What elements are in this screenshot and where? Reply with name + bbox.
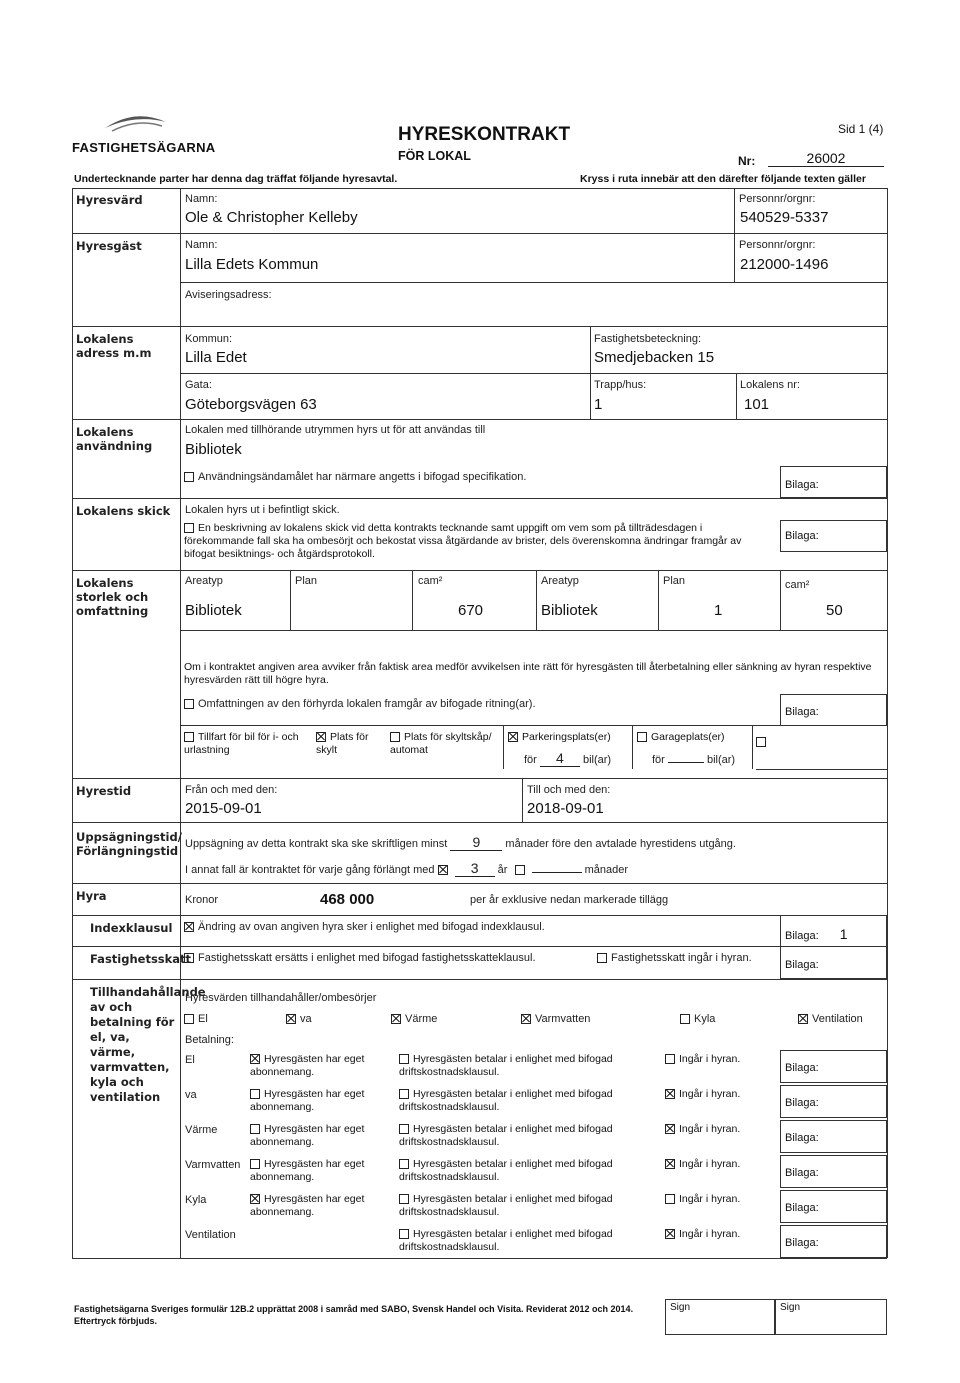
section-skick: Lokalens skick: [76, 504, 171, 518]
hyresgast-pnr-label: Personnr/orgnr:: [739, 239, 816, 251]
areatyp-label-2: Areatyp: [541, 575, 579, 587]
sign-box-1[interactable]: Sign: [665, 1299, 775, 1335]
skick-checkbox[interactable]: [184, 523, 194, 533]
parkering-antal[interactable]: 4: [540, 750, 580, 767]
fastighetsskatt-text2[interactable]: Fastighetsskatt ingår i hyran.: [597, 952, 752, 964]
row2-plan[interactable]: 1: [714, 602, 723, 619]
pay-el-own-checkbox[interactable]: [250, 1054, 260, 1064]
section-hyresgast: Hyresgäst: [76, 239, 142, 253]
uppsagning-row1: Uppsägning av detta kontrakt ska ske skriftligen minst 9 månader före den avtalade hyrestidens utgång.: [185, 834, 736, 850]
pay-el-drift[interactable]: Hyresgästen betalar i enlighet med bifogad driftskostnadsklausul.: [399, 1053, 613, 1078]
hyresvard-name-label: Namn:: [185, 193, 218, 205]
parkering-for: för 4 bil(ar): [524, 750, 612, 766]
kronor-value[interactable]: 468 000: [320, 891, 375, 908]
intro-left: Undertecknande parter har denna dag träffat följande hyresavtal.: [74, 173, 398, 185]
provide-va-checkbox[interactable]: [286, 1014, 296, 1024]
omfattning-checkbox[interactable]: [184, 699, 194, 709]
hyresgast-name[interactable]: Lilla Edets Kommun: [185, 256, 319, 273]
pay-varme-drift-checkbox[interactable]: [399, 1124, 409, 1134]
document-subtitle: FÖR LOKAL: [398, 149, 471, 163]
omfattning[interactable]: Omfattningen av den förhyrda lokalen framgår av bifogade ritning(ar).: [184, 698, 536, 710]
pay-label-ventilation: Ventilation: [185, 1229, 236, 1241]
pay-kyla-ingar[interactable]: Ingår i hyran.: [665, 1193, 740, 1206]
plats-skylt-checkbox[interactable]: [316, 732, 326, 742]
footer-text: [74, 1303, 633, 1327]
pay-varme-drift[interactable]: Hyresgästen betalar i enlighet med bifogad driftskostnadsklausul.: [399, 1123, 613, 1148]
footer-line-2: Eftertryck förbjuds.: [74, 1316, 158, 1326]
pay-kyla-ingar-checkbox[interactable]: [665, 1194, 675, 1204]
forlangning-years[interactable]: 3: [455, 860, 495, 877]
pay-ventilation-ingar[interactable]: Ingår i hyran.: [665, 1228, 740, 1241]
lokalnr-value[interactable]: 101: [744, 396, 770, 413]
pay-label-kyla: Kyla: [185, 1194, 207, 1206]
garage-for: för bil(ar): [652, 750, 735, 766]
pay-kyla-drift-checkbox[interactable]: [399, 1194, 409, 1204]
hyresvard-pnr-label: Personnr/orgnr:: [739, 193, 816, 205]
pay-el-drift-checkbox[interactable]: [399, 1054, 409, 1064]
pay-varmvatten-ingar-checkbox[interactable]: [665, 1159, 675, 1169]
avisering-label: Aviseringsadress:: [185, 289, 272, 301]
logo-swoosh-icon: [100, 104, 170, 134]
forlangning-months-checkbox[interactable]: [515, 865, 525, 875]
forlangning-months[interactable]: [532, 860, 582, 873]
pay-ventilation-drift-checkbox[interactable]: [399, 1229, 409, 1239]
provide-el-checkbox[interactable]: [184, 1014, 194, 1024]
uppsagning-months[interactable]: 9: [450, 834, 502, 851]
anvandning-specifikation[interactable]: Användningsändamålet har närmare angetts i bifogad specifikation.: [184, 471, 526, 483]
pay-el-bilaga[interactable]: Bilaga:: [780, 1050, 887, 1083]
anvandning-value[interactable]: Bibliotek: [185, 441, 242, 458]
fastighet-value[interactable]: Smedjebacken 15: [594, 349, 715, 366]
provide-el[interactable]: El: [184, 1013, 208, 1025]
pay-ventilation-drift[interactable]: Hyresgästen betalar i enlighet med bifogad driftskostnadsklausul.: [399, 1228, 613, 1253]
logo-text: FASTIGHETSÄGARNA: [72, 140, 216, 155]
tillfart[interactable]: Tillfart för bil för i- och urlastning: [184, 731, 299, 756]
tillhandahallande-intro: Hyresvärden tillhandahåller/ombesörjer: [185, 992, 377, 1004]
provide-varme-checkbox[interactable]: [391, 1014, 401, 1024]
kronor-label: Kronor: [185, 894, 219, 906]
garage-checkbox[interactable]: [637, 732, 647, 742]
hyrestid-from[interactable]: 2015-09-01: [185, 800, 262, 817]
pay-va-own-checkbox[interactable]: [250, 1089, 260, 1099]
row2-areatyp[interactable]: Bibliotek: [541, 602, 598, 619]
hyresvard-name[interactable]: Ole & Christopher Kelleby: [185, 209, 358, 226]
kommun-label: Kommun:: [185, 333, 233, 345]
pay-varme-ingar[interactable]: Ingår i hyran.: [665, 1123, 740, 1136]
extra-checkbox[interactable]: [756, 737, 766, 747]
garage-antal[interactable]: [668, 750, 704, 763]
row1-cam[interactable]: 670: [458, 602, 484, 619]
pay-va-drift-checkbox[interactable]: [399, 1089, 409, 1099]
hyrestid-to-label: Till och med den:: [527, 784, 611, 796]
pay-varmvatten-own-checkbox[interactable]: [250, 1159, 260, 1169]
hyrestid-from-label: Från och med den:: [185, 784, 278, 796]
provide-varmvatten-checkbox[interactable]: [521, 1014, 531, 1024]
section-hyresvard: Hyresvärd: [76, 193, 143, 207]
intro-right: Kryss i ruta innebär att den därefter följande texten gäller: [580, 173, 866, 185]
nr-value: 26002: [768, 150, 884, 167]
pay-varmvatten-drift-checkbox[interactable]: [399, 1159, 409, 1169]
hyresvard-pnr[interactable]: 540529-5337: [740, 209, 829, 226]
provide-varme[interactable]: Värme: [391, 1013, 437, 1025]
sign-box-2[interactable]: Sign: [775, 1299, 887, 1335]
anvandning-text: Lokalen med tillhörande utrymmen hyrs ut för att användas till: [185, 424, 486, 436]
skick-text: Lokalen hyrs ut i befintligt skick.: [185, 504, 340, 516]
pay-va-ingar-checkbox[interactable]: [665, 1089, 675, 1099]
uppsagning-row2: I annat fall är kontraktet för varje gång förlängt med 3 år månader: [185, 860, 629, 876]
section-uppsagning: Uppsägningstid/ Förlängningstid: [76, 830, 182, 858]
garage[interactable]: Garageplats(er): [637, 731, 752, 744]
document-title: HYRESKONTRAKT: [398, 124, 571, 145]
omfattning-bilaga[interactable]: Bilaga:: [780, 694, 887, 726]
page-label: Sid 1 (4): [838, 122, 884, 136]
parkering[interactable]: Parkeringsplats(er): [508, 731, 632, 744]
index-checkbox[interactable]: [184, 922, 194, 932]
pay-el-ingar[interactable]: Ingår i hyran.: [665, 1053, 740, 1066]
row1-areatyp[interactable]: Bibliotek: [185, 602, 242, 619]
section-tillhandahallande: Tillhandahållande av och betalning för el, va, värme, varmvatten, kyla och ventilation: [90, 985, 206, 1104]
betalning-label: Betalning:: [185, 1034, 234, 1046]
anvandning-bilaga[interactable]: Bilaga:: [780, 466, 887, 498]
pay-va-own[interactable]: Hyresgästen har eget abonnemang.: [250, 1088, 365, 1113]
fastighetsskatt-checkbox-2[interactable]: [597, 953, 607, 963]
kommun-value[interactable]: Lilla Edet: [185, 349, 247, 366]
section-hyrestid: Hyrestid: [76, 784, 132, 798]
gata-value[interactable]: Göteborgsvägen 63: [185, 396, 317, 413]
areatyp-label-1: Areatyp: [185, 575, 223, 587]
pay-varme-own[interactable]: Hyresgästen har eget abonnemang.: [250, 1123, 365, 1148]
section-index: Indexklausul: [90, 921, 173, 935]
pay-varmvatten-bilaga[interactable]: Bilaga:: [780, 1155, 887, 1188]
anvandning-checkbox[interactable]: [184, 472, 194, 482]
fastighetsskatt-checkbox-1[interactable]: [184, 953, 194, 963]
pay-label-varmvatten: Varmvatten: [185, 1159, 241, 1171]
tillfart-checkbox[interactable]: [184, 732, 194, 742]
pay-varme-ingar-checkbox[interactable]: [665, 1124, 675, 1134]
section-storlek: Lokalens storlek och omfattning: [76, 576, 149, 618]
skick-bilaga[interactable]: Bilaga:: [780, 520, 887, 552]
pay-varmvatten-drift[interactable]: Hyresgästen betalar i enlighet med bifogad driftskostnadsklausul.: [399, 1158, 613, 1183]
plats-automat-checkbox[interactable]: [390, 732, 400, 742]
section-hyra: Hyra: [76, 889, 107, 903]
pay-varmvatten-ingar[interactable]: Ingår i hyran.: [665, 1158, 740, 1171]
pay-el-ingar-checkbox[interactable]: [665, 1054, 675, 1064]
index-text[interactable]: Ändring av ovan angiven hyra sker i enlighet med bifogad indexklausul.: [184, 921, 545, 933]
pay-varmvatten-own[interactable]: Hyresgästen har eget abonnemang.: [250, 1158, 365, 1183]
pay-label-varme: Värme: [185, 1124, 218, 1136]
logo: [100, 104, 170, 134]
pay-ventilation-ingar-checkbox[interactable]: [665, 1229, 675, 1239]
pay-kyla-bilaga[interactable]: Bilaga:: [780, 1190, 887, 1223]
pay-kyla-own-checkbox[interactable]: [250, 1194, 260, 1204]
pay-ventilation-bilaga[interactable]: Bilaga:: [780, 1225, 887, 1258]
gata-label: Gata:: [185, 379, 212, 391]
trapp-label: Trapp/hus:: [594, 379, 647, 391]
forlangning-years-checkbox[interactable]: [438, 865, 448, 875]
provide-varmvatten[interactable]: Varmvatten: [521, 1013, 590, 1025]
section-anvandning: Lokalens användning: [76, 425, 153, 453]
plan-label-2: Plan: [663, 575, 686, 587]
nr-label: Nr:: [738, 154, 756, 168]
pay-varme-bilaga[interactable]: Bilaga:: [780, 1120, 887, 1153]
pay-va-drift[interactable]: Hyresgästen betalar i enlighet med bifogad driftskostnadsklausul.: [399, 1088, 613, 1113]
parkering-checkbox[interactable]: [508, 732, 518, 742]
lokalnr-label: Lokalens nr:: [740, 379, 800, 391]
provide-ventilation[interactable]: Ventilation: [798, 1013, 863, 1025]
fastighetsskatt-bilaga[interactable]: Bilaga:: [780, 946, 887, 979]
pay-label-el: El: [185, 1054, 195, 1066]
section-fastighetsskatt: Fastighetsskatt: [90, 952, 192, 966]
fastighetsskatt-text1[interactable]: Fastighetsskatt ersätts i enlighet med bifogad fastighetsskatteklausul.: [184, 952, 536, 964]
hyrestid-to[interactable]: 2018-09-01: [527, 800, 604, 817]
hyresgast-pnr[interactable]: 212000-1496: [740, 256, 829, 273]
pay-el-own[interactable]: Hyresgästen har eget abonnemang.: [250, 1053, 365, 1078]
pay-kyla-drift[interactable]: Hyresgästen betalar i enlighet med bifogad driftskostnadsklausul.: [399, 1193, 613, 1218]
footer-line-1: Fastighetsägarna Sveriges formulär 12B.2 upprättat 2008 i samråd med SABO, Svensk Handel och Visita. Reviderat 2012 och 2014.: [74, 1304, 634, 1314]
plats-automat[interactable]: Plats för skyltskåp/ automat: [390, 731, 492, 756]
row2-cam[interactable]: 50: [826, 602, 843, 619]
cam-label-2: cam²: [785, 579, 810, 591]
index-bilaga[interactable]: Bilaga: 1: [780, 915, 887, 947]
trapp-value[interactable]: 1: [594, 396, 603, 413]
provide-kyla-checkbox[interactable]: [680, 1014, 690, 1024]
provide-ventilation-checkbox[interactable]: [798, 1014, 808, 1024]
cam-label-1: cam²: [418, 575, 443, 587]
provide-va[interactable]: va: [286, 1013, 312, 1025]
pay-kyla-own[interactable]: Hyresgästen har eget abonnemang.: [250, 1193, 365, 1218]
provide-kyla[interactable]: Kyla: [680, 1013, 715, 1025]
pay-va-ingar[interactable]: Ingår i hyran.: [665, 1088, 740, 1101]
hyresgast-name-label: Namn:: [185, 239, 218, 251]
area-note: Om i kontraktet angiven area avviker från faktisk area medför avvikelsen inte rätt för hyresgästen till återbetalning eller sänkning av hyran respektive hyresvärden rätt till högre hyra.: [184, 661, 872, 686]
plats-skylt[interactable]: Plats för skylt: [316, 731, 369, 756]
pay-varme-own-checkbox[interactable]: [250, 1124, 260, 1134]
pay-label-va: va: [185, 1089, 197, 1101]
skick-beskrivning[interactable]: En beskrivning av lokalens skick vid detta kontrakts tecknande samt uppgift om vem som på tillträdesdagen i förekommande fall ska ha ombesörjt och bekostat vissa åtgärdande av brister, dels överenskomna ändringar framgår av bifogat besiktnings- och åtgärdsprotokoll.: [184, 522, 742, 560]
extra-checkbox-wrap[interactable]: [756, 733, 770, 751]
section-lokal-adress: Lokalens adress m.m: [76, 332, 152, 360]
plan-label-1: Plan: [295, 575, 318, 587]
fastighet-label: Fastighetsbeteckning:: [594, 333, 702, 345]
index-bilaga-value: 1: [839, 926, 848, 942]
hyra-text: per år exklusive nedan markerade tillägg: [470, 894, 669, 906]
pay-va-bilaga[interactable]: Bilaga:: [780, 1085, 887, 1118]
